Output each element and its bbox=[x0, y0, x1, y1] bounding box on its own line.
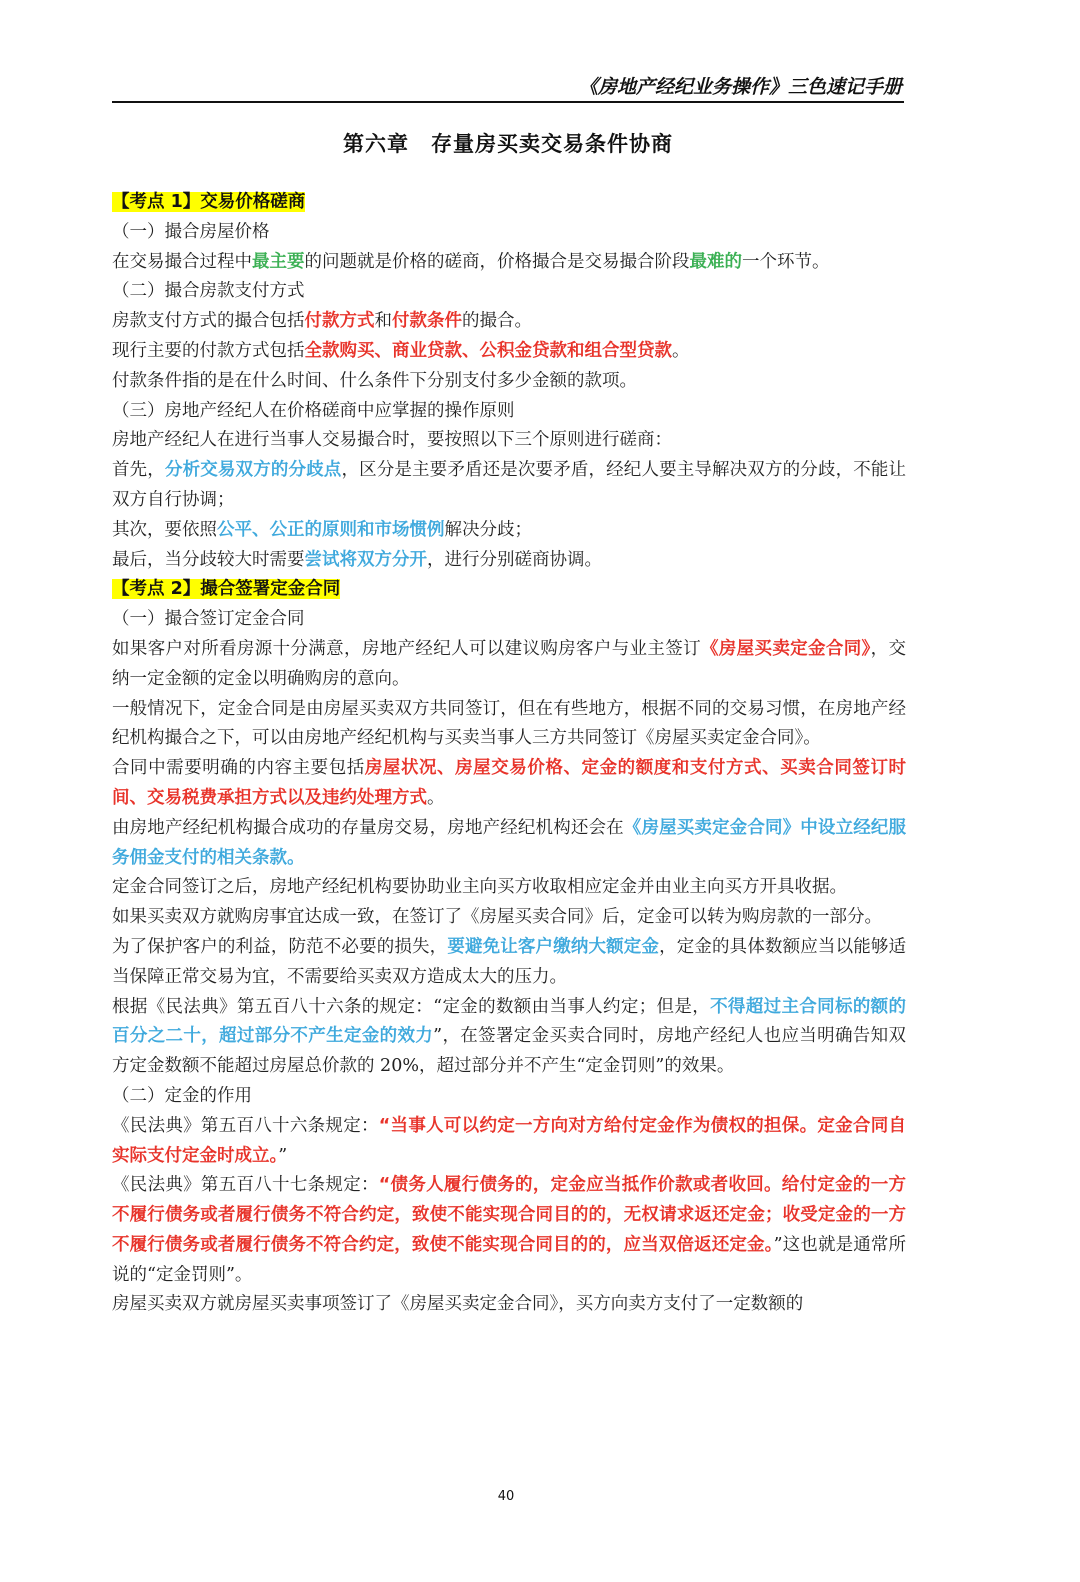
text: ，定金的具体数额应当以能够适当保障正常交易为宜，不需要给买卖双方造成太大的压力。 bbox=[112, 936, 907, 987]
text: 合同中需要明确的内容主要包括 bbox=[112, 758, 365, 779]
section-heading: （一）撮合房屋价格 bbox=[112, 221, 270, 242]
text: 在交易撮合过程中 bbox=[112, 251, 252, 272]
blue-keyword: 《房屋买卖定金合同》中设立经纪服务佣金支付的相关条款。 bbox=[112, 817, 907, 868]
section-heading: （一）撮合签订定金合同 bbox=[112, 609, 305, 630]
blue-keyword: 公平、公正的原则和市场惯例 bbox=[217, 519, 445, 540]
paragraph bbox=[112, 993, 906, 1082]
text: 解决分歧； bbox=[444, 519, 532, 540]
header-title: 《房地产经纪业务操作》三色速记手册 bbox=[578, 76, 902, 98]
paragraph: 如果买卖双方就购房事宜达成一致，在签订了《房屋买卖合同》后，定金可以转为购房款的一部分。 bbox=[112, 907, 882, 928]
red-keyword: 付款方式 bbox=[304, 311, 375, 332]
paragraph bbox=[112, 754, 906, 814]
red-keyword: “债务人履行债务的，定金应当抵作价款或者收回。给付定金的一方不履行债务或者履行债务不符合约定，致使不能实现合同目的的，无权请求返还定金；收受定金的一方不履行债务或者履行债务不符合约定，致使不能实现合同目的的，应当双倍返还定金。 bbox=[112, 1175, 907, 1255]
blue-keyword: 要避免让客户缴纳大额定金 bbox=[447, 936, 660, 957]
section-heading: （三）房地产经纪人在价格磋商中应掌握的操作原则 bbox=[112, 400, 515, 421]
paragraph bbox=[112, 1171, 906, 1290]
paragraph bbox=[112, 546, 906, 576]
text: 最后，当分歧较大时需要 bbox=[112, 549, 305, 570]
paragraph: 定金合同签订之后，房地产经纪机构要协助业主向买方收取相应定金并由业主向买方开具收据。 bbox=[112, 877, 847, 898]
green-keyword: 最难的 bbox=[689, 251, 742, 272]
paragraph bbox=[112, 933, 906, 993]
text: 由房地产经纪机构撮合成功的存量房交易，房地产经纪机构还会在 bbox=[112, 817, 624, 838]
text: ，交纳一定金额的定金以明确购房的意向。 bbox=[112, 638, 907, 689]
text: ”，在签署定金买卖合同时，房地产经纪人也应当明确告知双方定金数额不能超过房屋总价款的 20%，超过部分并不产生“定金罚则”的效果。 bbox=[112, 1026, 906, 1077]
text: 《民法典》第五百八十六条规定： bbox=[112, 1115, 379, 1136]
section-heading: （二）定金的作用 bbox=[112, 1085, 252, 1106]
paragraph bbox=[112, 456, 906, 516]
text: 。 bbox=[427, 787, 445, 808]
blue-keyword: 不得超过主合同标的额的百分之二十，超过部分不产生定金的效力 bbox=[112, 996, 906, 1047]
red-keyword: 房屋状况、房屋交易价格、定金的额度和支付方式、买卖合同签订时间、交易税费承担方式以及违约处理方式 bbox=[112, 758, 907, 808]
green-keyword: 最主要 bbox=[252, 251, 305, 272]
red-keyword: 《房屋买卖定金合同》 bbox=[700, 638, 871, 659]
text: 房款支付方式的撮合包括 bbox=[112, 311, 305, 332]
red-keyword: “当事人可以约定一方向对方给付定金作为债权的担保。定金合同自实际支付定金时成立。 bbox=[112, 1115, 907, 1166]
paragraph bbox=[112, 814, 906, 874]
exam-point-2-heading bbox=[112, 575, 906, 605]
text: ，区分是主要矛盾还是次要矛盾，经纪人要主导解决双方的分歧，不能让双方自行协调； bbox=[112, 460, 907, 510]
page-number: 40 bbox=[497, 1489, 515, 1504]
paragraph bbox=[112, 307, 906, 337]
paragraph: 一般情况下，定金合同是由房屋买卖双方共同签订，但在有些地方，根据不同的交易习惯，在房地产经纪机构撮合之下，可以由房地产经纪机构与买卖当事人三方共同签订《房屋买卖定金合同》。 bbox=[112, 698, 906, 749]
blue-keyword: 分析交易双方的分歧点 bbox=[164, 460, 342, 481]
paragraph: 房屋买卖双方就房屋买卖事项签订了《房屋买卖定金合同》，买方向卖方支付了一定数额的 bbox=[112, 1294, 804, 1315]
text: 首先， bbox=[112, 460, 165, 481]
paragraph: 房地产经纪人在进行当事人交易撮合时，要按照以下三个原则进行磋商： bbox=[112, 430, 672, 451]
text: 一个环节。 bbox=[742, 251, 830, 272]
text: 其次，要依照 bbox=[112, 519, 217, 540]
text: ”这也就是通常所说的“定金罚则”。 bbox=[112, 1234, 907, 1285]
paragraph bbox=[112, 248, 906, 278]
exam-point-1-heading bbox=[112, 188, 906, 218]
blue-keyword: 尝试将双方分开 bbox=[304, 549, 427, 570]
text: 《民法典》第五百八十七条规定： bbox=[112, 1175, 379, 1196]
main-content bbox=[112, 188, 906, 1320]
exam-point-1-title: 【考点 1】交易价格磋商 bbox=[112, 192, 306, 212]
paragraph: 付款条件指的是在什么时间、什么条件下分别支付多少金额的款项。 bbox=[112, 370, 637, 391]
text: 现行主要的付款方式包括 bbox=[112, 340, 305, 361]
chapter-title: 第六章 存量房买卖交易条件协商 bbox=[343, 132, 673, 156]
text: 。 bbox=[672, 340, 690, 361]
text: ” bbox=[278, 1145, 288, 1166]
paragraph bbox=[112, 635, 906, 695]
text: 为了保护客户的利益，防范不必要的损失， bbox=[112, 936, 448, 957]
paragraph bbox=[112, 1112, 906, 1172]
text: ，进行分别磋商协调。 bbox=[427, 549, 602, 570]
text: 和 bbox=[374, 311, 392, 332]
red-keyword: 付款条件 bbox=[392, 311, 462, 332]
text: 根据《民法典》第五百八十六条的规定：“定金的数额由当事人约定；但是， bbox=[112, 996, 711, 1017]
text: 的问题就是价格的磋商，价格撮合是交易撮合阶段 bbox=[304, 251, 690, 272]
paragraph bbox=[112, 516, 906, 546]
header-rule bbox=[112, 101, 904, 103]
section-heading: （二）撮合房款支付方式 bbox=[112, 281, 305, 302]
exam-point-2-title: 【考点 2】撮合签署定金合同 bbox=[112, 579, 341, 600]
red-keyword: 全款购买、商业贷款、公积金贷款和组合型贷款 bbox=[304, 340, 672, 361]
text: 如果客户对所看房源十分满意，房地产经纪人可以建议购房客户与业主签订 bbox=[112, 638, 701, 659]
text: 的撮合。 bbox=[462, 311, 532, 332]
paragraph bbox=[112, 337, 906, 367]
